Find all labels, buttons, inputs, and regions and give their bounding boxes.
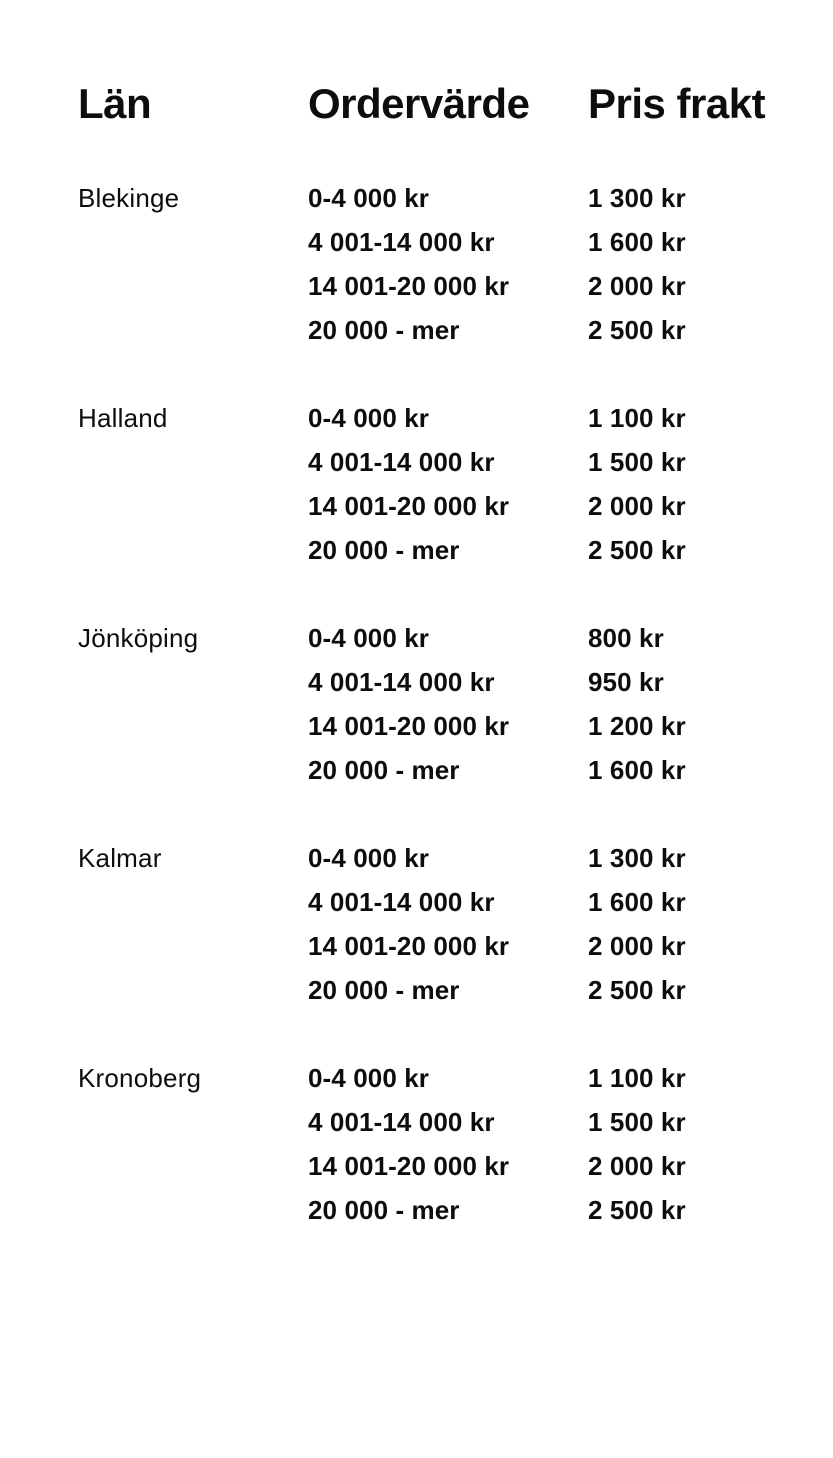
- county-group-kronoberg: [78, 1056, 833, 1232]
- county-name: Jönköping: [78, 623, 199, 653]
- price-cell: 1 500 kr: [588, 1107, 686, 1137]
- table-row: [78, 1188, 833, 1232]
- price-cell: 1 200 kr: [588, 711, 686, 741]
- county-name: Kalmar: [78, 843, 162, 873]
- order-value-cell: 20 000 - mer: [308, 315, 460, 345]
- price-cell: 2 500 kr: [588, 1195, 686, 1225]
- column-header-shipping-price: Pris frakt: [588, 80, 766, 127]
- price-cell: 1 500 kr: [588, 447, 686, 477]
- price-cell: 800 kr: [588, 623, 664, 653]
- order-value-cell: 20 000 - mer: [308, 535, 460, 565]
- order-value-cell: 14 001-20 000 kr: [308, 491, 510, 521]
- order-value-cell: 20 000 - mer: [308, 1195, 460, 1225]
- table-row: [78, 176, 833, 220]
- table-row: [78, 396, 833, 440]
- order-value-cell: 0-4 000 kr: [308, 403, 429, 433]
- table-row: [78, 748, 833, 792]
- county-name: Halland: [78, 403, 168, 433]
- order-value-cell: 0-4 000 kr: [308, 183, 429, 213]
- price-cell: 1 600 kr: [588, 887, 686, 917]
- column-header-order-value: Ordervärde: [308, 80, 530, 127]
- table-row: [78, 264, 833, 308]
- order-value-cell: 14 001-20 000 kr: [308, 931, 510, 961]
- price-cell: 1 100 kr: [588, 1063, 686, 1093]
- table-row: [78, 836, 833, 880]
- table-row: [78, 616, 833, 660]
- table-row: [78, 1056, 833, 1100]
- order-value-cell: 4 001-14 000 kr: [308, 667, 495, 697]
- price-cell: 1 100 kr: [588, 403, 686, 433]
- county-group-kalmar: [78, 836, 833, 1012]
- order-value-cell: 0-4 000 kr: [308, 623, 429, 653]
- price-cell: 2 500 kr: [588, 315, 686, 345]
- order-value-cell: 4 001-14 000 kr: [308, 1107, 495, 1137]
- table-row: [78, 1100, 833, 1144]
- price-cell: 1 600 kr: [588, 227, 686, 257]
- table-row: [78, 924, 833, 968]
- price-cell: 1 300 kr: [588, 843, 686, 873]
- price-cell: 950 kr: [588, 667, 664, 697]
- table-row: [78, 440, 833, 484]
- table-row: [78, 704, 833, 748]
- table-row: [78, 968, 833, 1012]
- order-value-cell: 14 001-20 000 kr: [308, 271, 510, 301]
- county-group-halland: [78, 396, 833, 572]
- table-row: [78, 484, 833, 528]
- county-name: Kronoberg: [78, 1063, 202, 1093]
- county-group-blekinge: [78, 176, 833, 352]
- order-value-cell: 0-4 000 kr: [308, 1063, 429, 1093]
- price-cell: 2 500 kr: [588, 975, 686, 1005]
- order-value-cell: 20 000 - mer: [308, 975, 460, 1005]
- table-row: [78, 880, 833, 924]
- order-value-cell: 14 001-20 000 kr: [308, 711, 510, 741]
- price-cell: 2 000 kr: [588, 271, 686, 301]
- table-row: [78, 660, 833, 704]
- price-cell: 1 600 kr: [588, 755, 686, 785]
- order-value-cell: 14 001-20 000 kr: [308, 1151, 510, 1181]
- order-value-cell: 4 001-14 000 kr: [308, 447, 495, 477]
- order-value-cell: 20 000 - mer: [308, 755, 460, 785]
- column-header-county: Län: [78, 80, 152, 127]
- table-row: [78, 528, 833, 572]
- price-cell: 2 000 kr: [588, 931, 686, 961]
- county-group-jonkoping: [78, 616, 833, 792]
- order-value-cell: 4 001-14 000 kr: [308, 887, 495, 917]
- price-cell: 2 500 kr: [588, 535, 686, 565]
- order-value-cell: 0-4 000 kr: [308, 843, 429, 873]
- table-header-row: [78, 76, 833, 132]
- table-row: [78, 308, 833, 352]
- county-name: Blekinge: [78, 183, 180, 213]
- table-row: [78, 1144, 833, 1188]
- price-cell: 2 000 kr: [588, 1151, 686, 1181]
- table-row: [78, 220, 833, 264]
- order-value-cell: 4 001-14 000 kr: [308, 227, 495, 257]
- price-cell: 1 300 kr: [588, 183, 686, 213]
- price-cell: 2 000 kr: [588, 491, 686, 521]
